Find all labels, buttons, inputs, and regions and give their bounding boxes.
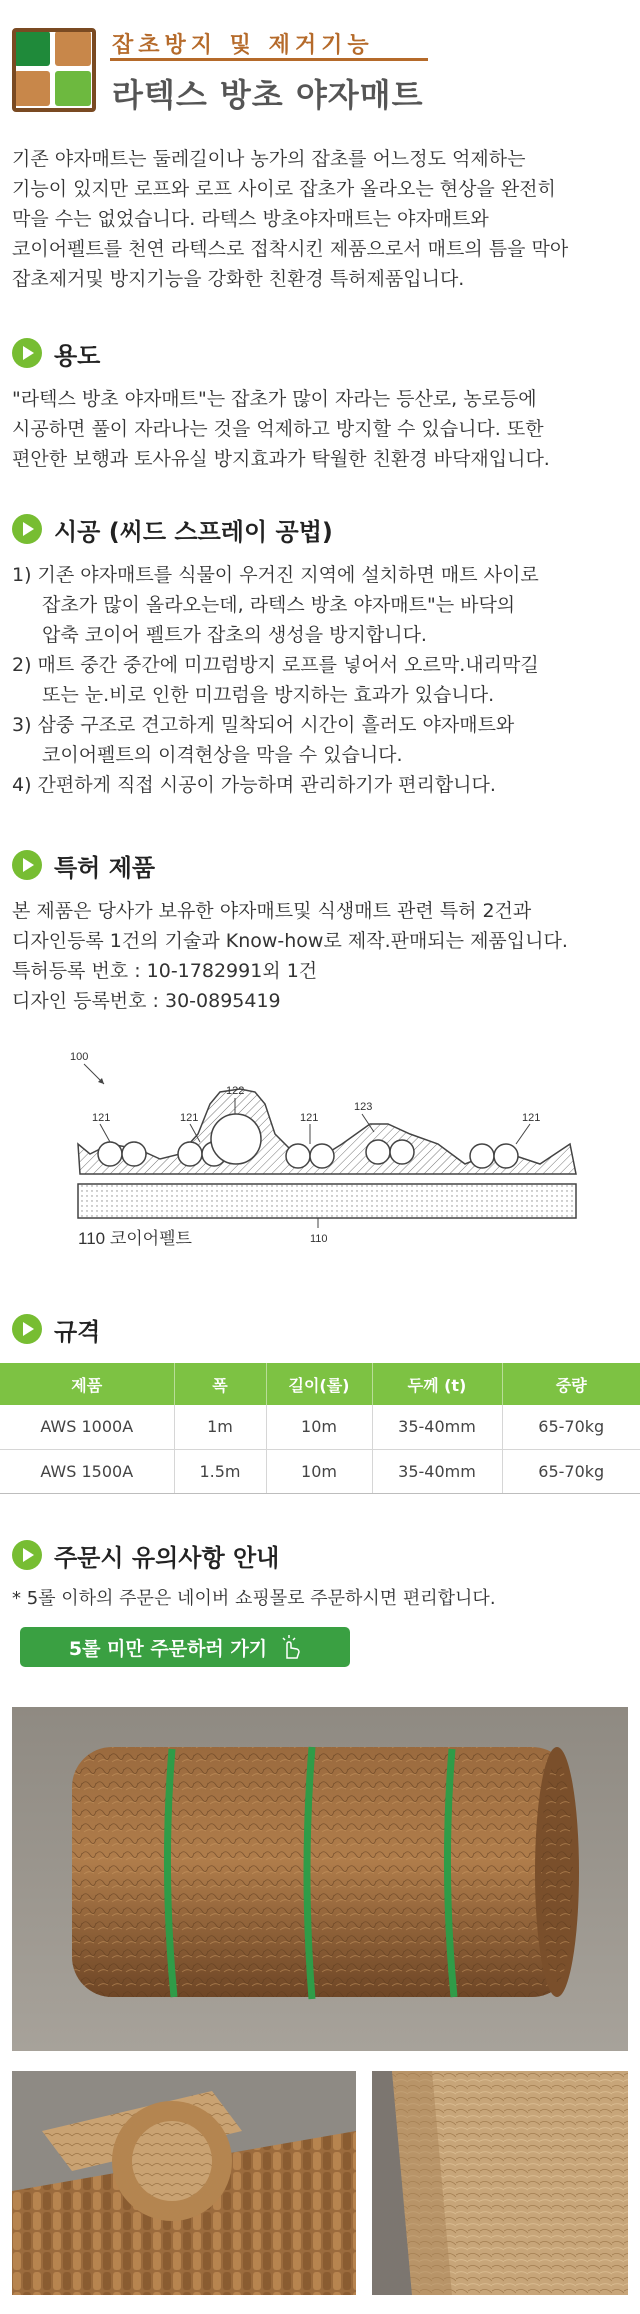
construction-list [12,560,628,800]
mat-detail-photo [12,2071,356,2295]
felt-surface-photo [372,2071,628,2295]
usage-title: 용도 [54,341,101,370]
coir-roll-photo [12,1707,628,2051]
usage-paragraph [12,384,628,474]
spec-table [0,1363,640,1494]
intro-paragraph [12,144,628,294]
col-header-thickness: 두께 (t) [372,1363,502,1405]
order-button[interactable] [20,1627,350,1667]
patent-line: 디자인 등록번호 : 30-0895419 [12,990,281,1012]
label-122: 122 [226,1085,245,1097]
col-header-length: 길이(롤) [266,1363,372,1405]
construction-line: 코이어펠트의 이격현상을 막을 수 있습니다. [42,744,403,766]
intro-line: 코이어펠트를 천연 라텍스로 접착시킨 제품으로서 매트의 틈을 막아 [12,238,569,260]
col-header-width: 폭 [174,1363,266,1405]
rope-121 [98,1142,122,1166]
header-divider [110,58,428,61]
cell-weight: 65-70kg [502,1405,640,1449]
order-note [12,1584,628,1614]
cell-thickness: 35-40mm [372,1449,502,1493]
rope-123 [390,1140,414,1164]
cell-weight: 65-70kg [502,1449,640,1493]
col-header-product: 제품 [0,1363,174,1405]
usage-line: 편안한 보행과 토사유실 방지효과가 탁월한 친환경 바닥재입니다. [12,448,550,470]
cell-length: 10m [266,1405,372,1449]
cell-width: 1.5m [174,1449,266,1493]
play-icon [12,1314,42,1344]
rope-121 [286,1144,310,1168]
order-note-text: * 5롤 이하의 주문은 네이버 쇼핑몰로 주문하시면 편리합니다. [12,1588,496,1609]
construction-line: 4) 간편하게 직접 시공이 가능하며 관리하기가 편리합니다. [12,774,496,796]
construction-line: 또는 눈.비로 인한 미끄럼을 방지하는 효과가 있습니다. [42,684,495,706]
cell-width: 1m [174,1405,266,1449]
patent-paragraph [12,896,628,1016]
rope-121 [494,1144,518,1168]
usage-section-header [12,336,100,370]
rope-121 [122,1142,146,1166]
table-row [0,1449,640,1493]
patent-line: 디자인등록 1건의 기술과 Know-how로 제작.판매되는 제품입니다. [12,930,568,952]
patent-section-header [12,848,155,882]
cell-thickness: 35-40mm [372,1405,502,1449]
construction-line: 잡초가 많이 올라오는데, 라텍스 방초 야자매트"는 바닥의 [42,594,516,616]
rope-121 [470,1144,494,1168]
construction-line: 2) 매트 중간 중간에 미끄럼방지 로프를 넣어서 오르막.내리막길 [12,654,539,676]
page-header [12,26,432,116]
cell-product: AWS 1000A [0,1405,174,1449]
col-header-weight: 중량 [502,1363,640,1405]
cell-product: AWS 1500A [0,1449,174,1493]
order-section-header [12,1538,279,1572]
label-121: 121 [522,1112,541,1124]
play-icon [12,514,42,544]
page-title: 라텍스 방초 야자매트 [112,76,424,114]
table-header-row [0,1363,640,1405]
spec-title: 규격 [54,1317,101,1346]
patent-line: 본 제품은 당사가 보유한 야자매트및 식생매트 관련 특허 2건과 [12,900,532,922]
order-title: 주문시 유의사항 안내 [54,1543,280,1572]
rope-123 [366,1140,390,1164]
intro-line: 잡초제거및 방지기능을 강화한 친환경 특허제품입니다. [12,268,465,290]
intro-line: 막을 수는 없었습니다. 라텍스 방초야자매트는 야자매트와 [12,208,489,230]
patent-line: 특허등록 번호 : 10-1782991외 1건 [12,960,318,982]
construction-line: 1) 기존 야자매트를 식물이 우거진 지역에 설치하면 매트 사이로 [12,564,539,586]
play-icon [12,1540,42,1570]
construction-title: 시공 (씨드 스프레이 공법) [54,517,333,546]
cell-length: 10m [266,1449,372,1493]
rope-121 [178,1142,202,1166]
play-icon [12,850,42,880]
intro-line: 기존 야자매트는 둘레길이나 농가의 잡초를 어느정도 억제하는 [12,148,526,170]
label-110: 110 [310,1233,328,1245]
coir-felt-caption: 110 코이어펠트 [78,1229,192,1248]
brand-logo [12,28,100,114]
construction-line: 3) 삼중 구조로 견고하게 밀착되어 시간이 흘러도 야자매트와 [12,714,515,736]
intro-line: 기능이 있지만 로프와 로프 사이로 잡초가 올라오는 현상을 완전히 [12,178,556,200]
label-121: 121 [300,1112,319,1124]
order-button-label: 5롤 미만 주문하러 가기 [68,1637,268,1660]
label-121: 121 [92,1112,111,1124]
coir-felt-layer [78,1184,576,1218]
spec-section-header [12,1312,100,1346]
rope-121 [310,1144,334,1168]
label-123: 123 [354,1101,373,1113]
hand-pointer-icon [279,1634,301,1660]
construction-section-header [12,512,333,546]
construction-line: 압축 코이어 펠트가 잡초의 생성을 방지합니다. [42,624,427,646]
label-100: 100 [70,1051,89,1063]
header-subtitle: 잡초방지 및 제거기능 [112,33,374,58]
rope-122 [211,1114,261,1164]
table-row [0,1405,640,1449]
patent-title: 특허 제품 [54,853,156,882]
play-icon [12,338,42,368]
mat-cross-section-diagram [70,1044,590,1274]
label-121: 121 [180,1112,199,1124]
usage-line: "라텍스 방초 야자매트"는 잡초가 많이 자라는 등산로, 농로등에 [12,388,537,410]
usage-line: 시공하면 풀이 자라나는 것을 억제하고 방지할 수 있습니다. 또한 [12,418,544,440]
